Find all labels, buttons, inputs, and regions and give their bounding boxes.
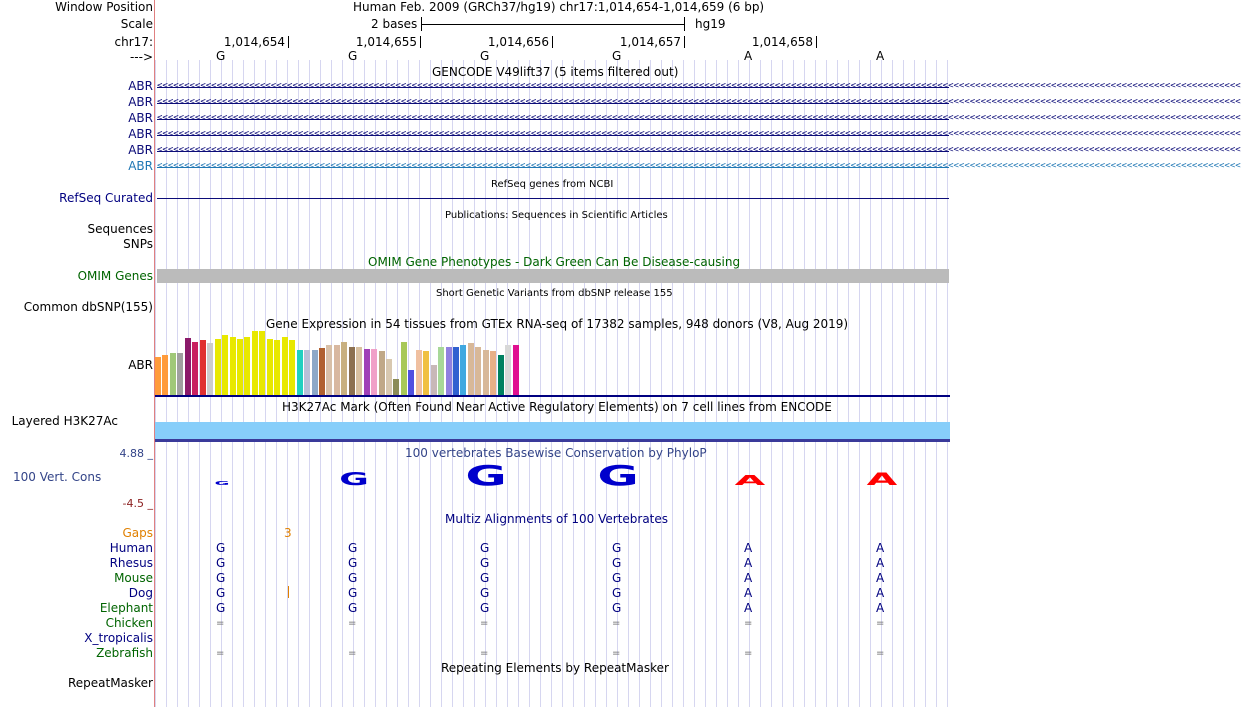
chrom-label: chr17:	[114, 35, 153, 49]
phylop-logo-base: A	[734, 472, 766, 489]
refseq-title: RefSeq genes from NCBI	[491, 179, 614, 190]
gtex-tissue-bar[interactable]	[446, 347, 452, 395]
gtex-label[interactable]: ABR	[128, 358, 153, 372]
gtex-tissue-bar[interactable]	[326, 345, 332, 395]
ruler-tick-label: 1,014,658	[751, 35, 813, 49]
omim-title: OMIM Gene Phenotypes - Dark Green Can Be Disease-causing	[368, 255, 741, 269]
aligned-base: G	[216, 556, 226, 570]
aligned-base: G	[612, 541, 622, 555]
sequences-label[interactable]: Sequences	[87, 222, 153, 236]
aligned-base: =	[612, 618, 621, 629]
strand-arrows: <<<<<<<<<<<<<<<<<<<<<<<<<<<<<<<<<<<<<<<<<<<<<<<<<<<<<<<<<<<<<<<<<<<<<<<<<<<<<<<<<<<<<<<<<<<<<<<<<<<<<<<<<<<<<<<<<<<<<<<<<<<<<<<<<<<<<<<<<<<<<<<<<<<<<<<<<<<<<<<<<<<<<<<<<<<<<<<<<<<<<<<<<<<<<<<<<<<<<<<<	[157, 161, 1241, 171]
aligned-base: G	[612, 601, 622, 615]
gtex-tissue-bar[interactable]	[230, 337, 236, 395]
gtex-tissue-bar[interactable]	[371, 349, 377, 395]
gtex-tissue-bar[interactable]	[334, 345, 340, 395]
aligned-base: G	[216, 541, 226, 555]
gencode-item-label[interactable]: ABR	[128, 111, 153, 125]
aligned-base: G	[480, 571, 490, 585]
window-position-label: Window Position	[55, 0, 153, 14]
ruler-tick-label: 1,014,655	[355, 35, 417, 49]
gtex-tissue-bar[interactable]	[259, 331, 265, 395]
gtex-tissue-bar[interactable]	[319, 348, 325, 395]
phylop-logo-base: G	[214, 480, 230, 487]
refseq-label[interactable]: RefSeq Curated	[59, 191, 153, 205]
gtex-tissue-bar[interactable]	[297, 350, 303, 395]
gtex-baseline	[155, 395, 950, 397]
aligned-base: G	[480, 541, 490, 555]
aligned-base: G	[480, 556, 490, 570]
gtex-tissue-bar[interactable]	[431, 365, 437, 395]
species-label[interactable]: Chicken	[105, 616, 153, 630]
gencode-item-label[interactable]: ABR	[128, 79, 153, 93]
strand-arrows: <<<<<<<<<<<<<<<<<<<<<<<<<<<<<<<<<<<<<<<<<<<<<<<<<<<<<<<<<<<<<<<<<<<<<<<<<<<<<<<<<<<<<<<<<<<<<<<<<<<<<<<<<<<<<<<<<<<<<<<<<<<<<<<<<<<<<<<<<<<<<<<<<<<<<<<<<<<<<<<<<<<<<<<<<<<<<<<<<<<<<<<<<<<<<<<<<<<<<<<<	[157, 97, 1241, 107]
gtex-tissue-bar[interactable]	[386, 359, 392, 395]
aligned-base: G	[216, 586, 226, 600]
aligned-base: =	[744, 618, 753, 629]
ruler-tick	[684, 36, 685, 48]
gtex-tissue-bar[interactable]	[200, 340, 206, 395]
gtex-tissue-bar[interactable]	[170, 353, 176, 395]
reference-base: G	[216, 49, 226, 63]
scale-bar-left-tick	[421, 17, 422, 31]
snps-label[interactable]: SNPs	[123, 237, 153, 251]
aligned-base: =	[612, 648, 621, 659]
ruler-tick-label: 1,014,657	[619, 35, 681, 49]
aligned-base: A	[876, 586, 885, 600]
aligned-base: A	[876, 541, 885, 555]
gtex-tissue-bar[interactable]	[289, 340, 295, 395]
reference-base: G	[612, 49, 622, 63]
aligned-base: G	[348, 571, 358, 585]
h3k27ac-signal[interactable]	[155, 422, 950, 439]
phylop-label[interactable]: 100 Vert. Cons	[13, 470, 102, 484]
gtex-tissue-bar[interactable]	[192, 342, 198, 395]
multiz-title: Multiz Alignments of 100 Vertebrates	[445, 512, 669, 526]
gtex-tissue-bar[interactable]	[483, 350, 489, 395]
aligned-base: G	[480, 601, 490, 615]
aligned-base: G	[612, 556, 622, 570]
gtex-tissue-bar[interactable]	[155, 357, 161, 395]
gtex-tissue-bar[interactable]	[513, 345, 519, 395]
strand-arrows: <<<<<<<<<<<<<<<<<<<<<<<<<<<<<<<<<<<<<<<<<<<<<<<<<<<<<<<<<<<<<<<<<<<<<<<<<<<<<<<<<<<<<<<<<<<<<<<<<<<<<<<<<<<<<<<<<<<<<<<<<<<<<<<<<<<<<<<<<<<<<<<<<<<<<<<<<<<<<<<<<<<<<<<<<<<<<<<<<<<<<<<<<<<<<<<<<<<<<<<<	[157, 81, 1241, 91]
h3k27ac-label[interactable]: Layered H3K27Ac	[11, 414, 118, 428]
aligned-base: A	[744, 601, 753, 615]
scale-label: Scale	[120, 17, 153, 31]
omim-gene-bar[interactable]	[157, 269, 949, 283]
aligned-base: =	[744, 648, 753, 659]
gtex-tissue-bar[interactable]	[453, 347, 459, 395]
reference-base: G	[480, 49, 490, 63]
h3k27ac-title: H3K27Ac Mark (Often Found Near Active Regulatory Elements) on 7 cell lines from ENCODE	[282, 400, 832, 414]
gtex-tissue-bar[interactable]	[401, 342, 407, 395]
aligned-base: A	[744, 556, 753, 570]
gap-marker	[288, 586, 289, 598]
aligned-base: G	[348, 586, 358, 600]
species-label[interactable]: Rhesus	[109, 556, 153, 570]
strand-arrows: <<<<<<<<<<<<<<<<<<<<<<<<<<<<<<<<<<<<<<<<<<<<<<<<<<<<<<<<<<<<<<<<<<<<<<<<<<<<<<<<<<<<<<<<<<<<<<<<<<<<<<<<<<<<<<<<<<<<<<<<<<<<<<<<<<<<<<<<<<<<<<<<<<<<<<<<<<<<<<<<<<<<<<<<<<<<<<<<<<<<<<<<<<<<<<<<<<<<<<<<	[157, 129, 1241, 139]
gtex-tissue-bar[interactable]	[162, 355, 168, 395]
reference-base: A	[876, 49, 885, 63]
aligned-base: G	[348, 541, 358, 555]
aligned-base: G	[348, 556, 358, 570]
gtex-tissue-bar[interactable]	[468, 343, 474, 395]
gtex-tissue-bar[interactable]	[304, 350, 310, 395]
aligned-base: G	[216, 601, 226, 615]
ruler-tick-label: 1,014,654	[223, 35, 285, 49]
strand-arrows: <<<<<<<<<<<<<<<<<<<<<<<<<<<<<<<<<<<<<<<<<<<<<<<<<<<<<<<<<<<<<<<<<<<<<<<<<<<<<<<<<<<<<<<<<<<<<<<<<<<<<<<<<<<<<<<<<<<<<<<<<<<<<<<<<<<<<<<<<<<<<<<<<<<<<<<<<<<<<<<<<<<<<<<<<<<<<<<<<<<<<<<<<<<<<<<<<<<<<<<<	[157, 145, 1241, 155]
gap-count: 3	[284, 526, 292, 540]
gtex-tissue-bar[interactable]	[364, 349, 370, 395]
phylop-min: -4.5 _	[122, 497, 153, 510]
aligned-base: A	[744, 541, 753, 555]
h3k27ac-baseline	[155, 439, 950, 442]
gtex-tissue-bar[interactable]	[416, 350, 422, 395]
gtex-tissue-bar[interactable]	[341, 342, 347, 395]
gtex-tissue-bar[interactable]	[393, 379, 399, 395]
gtex-title: Gene Expression in 54 tissues from GTEx RNA-seq of 17382 samples, 948 donors (V8, Aug 2019)	[266, 317, 849, 331]
gaps-label[interactable]: Gaps	[122, 526, 153, 540]
phylop-logo-base: G	[465, 458, 507, 492]
gencode-item-label[interactable]: ABR	[128, 159, 153, 173]
gtex-tissue-bar[interactable]	[267, 339, 273, 395]
phylop-max: 4.88 _	[119, 447, 153, 460]
scale-text: 2 bases	[371, 17, 418, 31]
aligned-base: A	[876, 601, 885, 615]
gtex-tissue-bar[interactable]	[438, 347, 444, 395]
image-left-border	[154, 0, 155, 707]
scale-bar-right-tick	[684, 17, 685, 31]
refseq-gene-line[interactable]	[157, 198, 949, 199]
gtex-tissue-bar[interactable]	[379, 351, 385, 395]
species-label[interactable]: Elephant	[99, 601, 153, 615]
publications-title: Publications: Sequences in Scientific Articles	[445, 210, 668, 221]
aligned-base: =	[216, 648, 225, 659]
species-label[interactable]: Human	[109, 541, 153, 555]
phylop-logo-base: A	[866, 470, 898, 490]
gtex-tissue-bar[interactable]	[215, 339, 221, 395]
gtex-tissue-bar[interactable]	[490, 351, 496, 395]
phylop-title: 100 vertebrates Basewise Conservation by PhyloP	[405, 446, 707, 460]
gtex-tissue-bar[interactable]	[282, 337, 288, 395]
assembly-label: hg19	[695, 17, 726, 31]
gtex-tissue-bar[interactable]	[312, 350, 318, 395]
gtex-tissue-bar[interactable]	[408, 370, 414, 395]
dbsnp-label[interactable]: Common dbSNP(155)	[23, 300, 153, 314]
aligned-base: G	[480, 586, 490, 600]
phylop-logo-base: G	[597, 458, 639, 492]
ruler-tick	[816, 36, 817, 48]
aligned-base: A	[744, 571, 753, 585]
gencode-item-label[interactable]: ABR	[128, 143, 153, 157]
gtex-tissue-bar[interactable]	[460, 345, 466, 395]
gtex-tissue-bar[interactable]	[177, 353, 183, 395]
gtex-tissue-bar[interactable]	[505, 345, 511, 395]
phylop-logo[interactable]	[155, 455, 950, 495]
aligned-base: =	[480, 618, 489, 629]
reference-base: A	[744, 49, 753, 63]
ruler-tick-label: 1,014,656	[487, 35, 549, 49]
gtex-tissue-bar[interactable]	[244, 337, 250, 395]
dbsnp-title: Short Genetic Variants from dbSNP release 155	[436, 288, 673, 299]
aligned-base: =	[348, 618, 357, 629]
aligned-base: =	[480, 648, 489, 659]
ruler-tick	[552, 36, 553, 48]
gencode-title[interactable]: GENCODE V49lift37 (5 items filtered out)	[432, 65, 679, 79]
gtex-tissue-bar[interactable]	[237, 339, 243, 395]
gtex-tissue-bar[interactable]	[252, 331, 258, 395]
aligned-base: G	[612, 571, 622, 585]
phylop-logo-base: G	[339, 468, 369, 490]
gencode-item-label[interactable]: ABR	[128, 95, 153, 109]
repeatmasker-label[interactable]: RepeatMasker	[67, 676, 153, 690]
strand-arrows: <<<<<<<<<<<<<<<<<<<<<<<<<<<<<<<<<<<<<<<<<<<<<<<<<<<<<<<<<<<<<<<<<<<<<<<<<<<<<<<<<<<<<<<<<<<<<<<<<<<<<<<<<<<<<<<<<<<<<<<<<<<<<<<<<<<<<<<<<<<<<<<<<<<<<<<<<<<<<<<<<<<<<<<<<<<<<<<<<<<<<<<<<<<<<<<<<<<<<<<<	[157, 113, 1241, 123]
species-label[interactable]: X_tropicalis	[84, 631, 153, 645]
reference-base: G	[348, 49, 358, 63]
gtex-tissue-bar[interactable]	[185, 338, 191, 395]
aligned-base: =	[348, 648, 357, 659]
position-text[interactable]: Human Feb. 2009 (GRCh37/hg19) chr17:1,014,654-1,014,659 (6 bp)	[353, 0, 765, 14]
aligned-base: G	[348, 601, 358, 615]
strand-label[interactable]: --->	[129, 50, 153, 64]
omim-label[interactable]: OMIM Genes	[77, 269, 153, 283]
gtex-tissue-bar[interactable]	[475, 347, 481, 395]
gtex-tissue-bar[interactable]	[498, 355, 504, 395]
repeatmasker-title: Repeating Elements by RepeatMasker	[441, 661, 669, 675]
ruler-tick	[420, 36, 421, 48]
species-label[interactable]: Mouse	[114, 571, 153, 585]
aligned-base: A	[744, 586, 753, 600]
gtex-tissue-bar[interactable]	[356, 347, 362, 395]
aligned-base: A	[876, 556, 885, 570]
gencode-item-label[interactable]: ABR	[128, 127, 153, 141]
ruler-tick	[288, 36, 289, 48]
gtex-tissue-bar[interactable]	[349, 347, 355, 395]
scale-bar	[421, 24, 685, 25]
aligned-base: =	[876, 618, 885, 629]
aligned-base: G	[612, 586, 622, 600]
gtex-tissue-bar[interactable]	[423, 351, 429, 395]
gtex-tissue-bar[interactable]	[222, 335, 228, 395]
gtex-tissue-bar[interactable]	[207, 343, 213, 395]
aligned-base: =	[876, 648, 885, 659]
aligned-base: A	[876, 571, 885, 585]
species-label[interactable]: Zebrafish	[96, 646, 153, 660]
species-label[interactable]: Dog	[128, 586, 153, 600]
gtex-tissue-bar[interactable]	[274, 340, 280, 395]
aligned-base: G	[216, 571, 226, 585]
aligned-base: =	[216, 618, 225, 629]
